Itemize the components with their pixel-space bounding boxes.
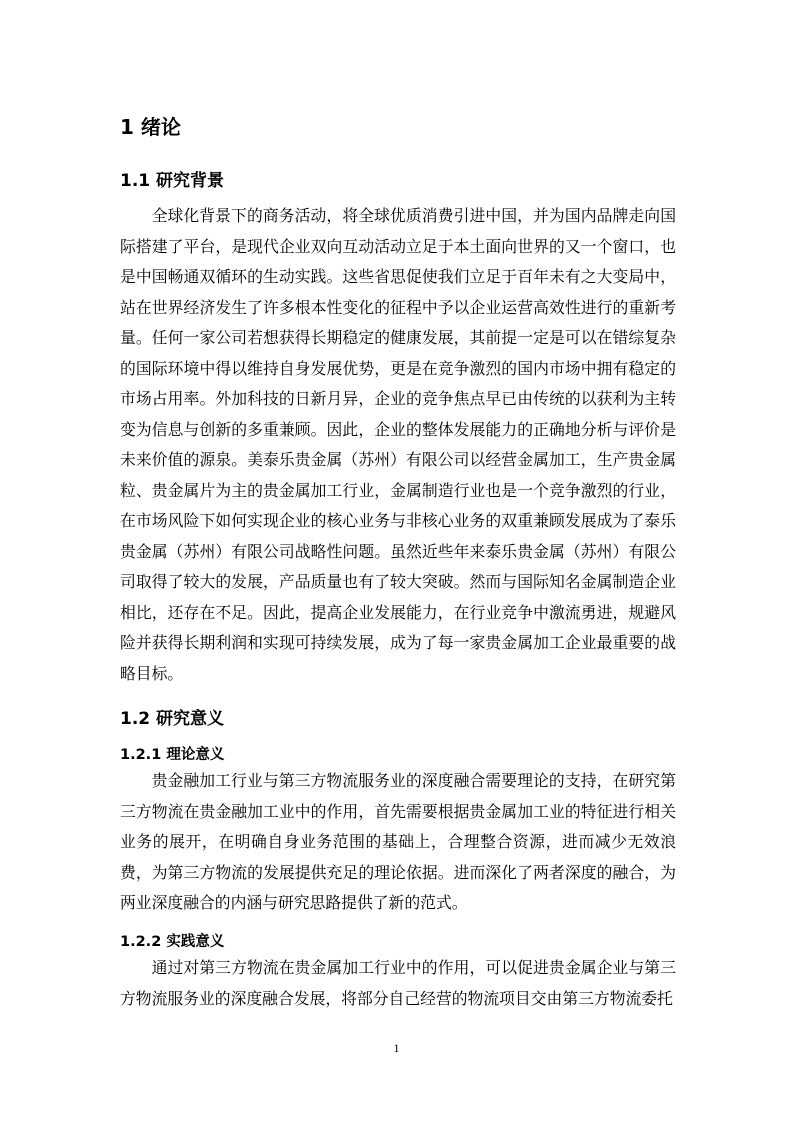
page-number: 1	[393, 1041, 400, 1055]
paragraph-practice: 通过对第三方物流在贵金属加工行业中的作用，可以促进贵金属企业与第三方物流服务业的深度融合发展，将部分自己经营的物流项目交由第三方物流委托	[120, 958, 676, 1008]
paragraph-theory: 贵金融加工行业与第三方物流服务业的深度融合需要理论的支持，在研究第三方物流在贵金融加工业中的作用，首先需要根据贵金属加工业的特征进行相关业务的展开，在明确自身业务范围的基础上，合理整合资源，进而减少无效浪费，为第三方物流的发展提供充足的理论依据。进而深化了两者深度的融合，为两业深度融合的内涵与研究思路提供了新的范式。	[120, 771, 676, 912]
subsection-heading-practice: 1.2.2 实践意义	[120, 934, 225, 950]
chapter-title: 1 绪论	[120, 115, 181, 139]
section-heading-background: 1.1 研究背景	[120, 171, 225, 191]
subsection-heading-theory: 1.2.1 理论意义	[120, 747, 225, 763]
section-heading-significance: 1.2 研究意义	[120, 709, 225, 729]
paragraph-background: 全球化背景下的商务活动，将全球优质消费引进中国，并为国内品牌走向国际搭建了平台，是现代企业双向互动活动立足于本土面向世界的又一个窗口，也是中国畅通双循环的生动实践。这些省思促使我们立足于百年未有之大变局中，站在世界经济发生了许多根本性变化的征程中予以企业运营高效性进行的重新考量。任何一家公司若想获得长期稳定的健康发展，其前提一定是可以在错综复杂的国际环境中得以维持自身发展优势，更是在竞争激烈的国内市场中拥有稳定的市场占用率。外加科技的日新月异，企业的竞争焦点早已由传统的以获利为主转变为信息与创新的多重兼顾。因此，企业的整体发展能力的正确地分析与评价是未来价值的源泉。美泰乐贵金属（苏州）有限公司以经营金属加工，生产贵金属粒、贵金属片为主的贵金属加工行业，金属制造行业也是一个竞争激烈的行业，在市场风险下如何实现企业的核心业务与非核心业务的双重兼顾发展成为了泰乐贵金属（苏州）有限公司战略性问题。虽然近些年来泰乐贵金属（苏州）有限公司取得了较大的发展，产品质量也有了较大突破。然而与国际知名金属制造企业相比，还存在不足。因此，提高企业发展能力，在行业竞争中激流勇进，规避风险并获得长期利润和实现可持续发展，成为了每一家贵金属加工企业最重要的战略目标。	[120, 206, 676, 683]
